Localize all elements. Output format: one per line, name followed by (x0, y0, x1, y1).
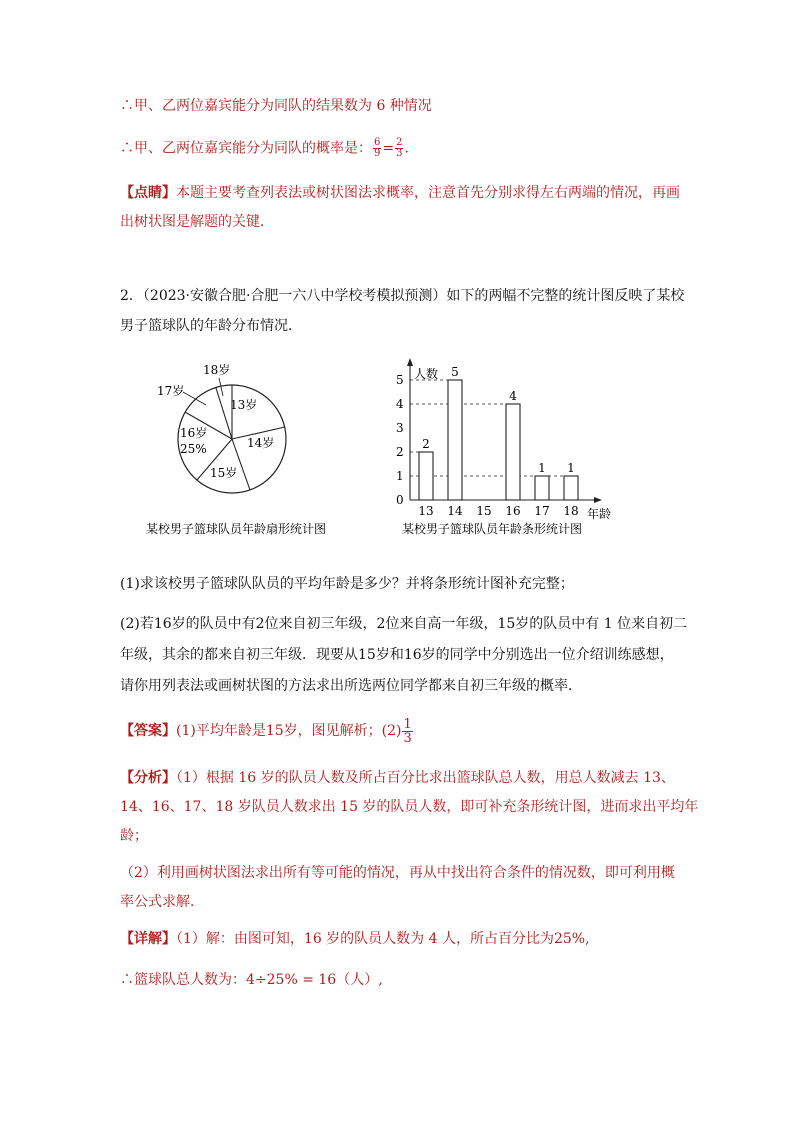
value-label-18: 1 (567, 461, 575, 475)
answer-line: 【答案】(1)平均年龄是15岁，图见解析；(2) $\frac{1}{3}$ (120, 716, 412, 746)
analysis-line-1: 【分析】（1）根据 16 岁的队员人数及所占百分比求出篮球队总人数，用总人数减去 13、 (120, 770, 675, 786)
analysis-line-3: 龄； (120, 828, 148, 844)
bar-chart (390, 352, 630, 542)
value-label-17: 1 (538, 461, 546, 475)
pie-caption: 某校男子篮球队员年龄扇形统计图 (146, 522, 327, 536)
y-tick-label-3: 3 (396, 421, 404, 435)
pie-label-14: 14岁 (247, 436, 275, 450)
pie-label-18: 18岁 (203, 363, 231, 377)
answer-tag: 【答案】 (120, 723, 176, 739)
pie-label-16: 16岁 (180, 426, 208, 440)
comment-line-2: 出树状图是解题的关键． (120, 214, 274, 230)
subquestion-2-line-1: (2)若16岁的队员中有2位来自初三年级，2位来自高一年级，15岁的队员中有 1 位来自初二 (120, 616, 688, 632)
comment-tag: 【点睛】 (120, 185, 176, 201)
x-tick-label-16: 16 (505, 504, 521, 518)
value-label-13: 2 (422, 437, 430, 451)
x-tick-label-14: 14 (447, 504, 463, 518)
analysis-tag: 【分析】 (120, 770, 176, 786)
y-axis-arrow (407, 358, 413, 366)
bar-13 (419, 452, 433, 500)
bar-17 (535, 476, 549, 500)
x-tick-label-13: 13 (418, 504, 434, 518)
subquestion-2-line-2: 年级，其余的都来自初三年级．现要从15岁和16岁的同学中分别选出一位介绍训练感想， (120, 647, 674, 663)
y-tick-label-1: 1 (396, 469, 404, 483)
y-tick-label-0: 0 (396, 493, 404, 507)
analysis-line-5: 率公式求解． (120, 894, 204, 910)
x-tick-label-18: 18 (563, 504, 579, 518)
fraction-6-9: $\frac{6}{9}$ (374, 137, 381, 159)
analysis-line-2: 14、16、17、18 岁队员人数求出 15 岁的队员人数，即可补充条形统计图，进而求出平均年 (120, 799, 699, 815)
x-axis-label: 年龄 (587, 507, 612, 521)
y-tick-label-2: 2 (396, 445, 404, 459)
x-tick-label-15: 15 (476, 504, 492, 518)
answer-fraction: $\frac{1}{3}$ (403, 716, 412, 746)
pie-label-15: 15岁 (210, 466, 238, 480)
subquestion-2-line-3: 请你用列表法或画树状图的方法求出所选两位同学都来自初三年级的概率． (120, 678, 582, 694)
conclusion-count-line: ∴甲、乙两位嘉宾能分为同队的结果数为 6 种情况 (120, 98, 432, 114)
bar-caption: 某校男子篮球队员年龄条形统计图 (402, 522, 583, 536)
subquestion-1: (1)求该校男子篮球队队员的平均年龄是多少？并将条形统计图补充完整； (120, 576, 574, 592)
question-line-1: 2．（2023·安徽合肥·合肥一六八中学校考模拟预测）如下的两幅不完整的统计图反映了某校 (120, 288, 685, 304)
bar-18 (564, 476, 578, 500)
question-line-2: 男子篮球队的年龄分布情况． (120, 318, 302, 334)
detail-tag: 【详解】 (120, 931, 176, 947)
pie-label-16-percent: 25% (180, 442, 207, 456)
x-tick-label-17: 17 (534, 504, 550, 518)
y-axis-label: 人数 (414, 367, 439, 381)
detail-line-2: ∴篮球队总人数为：4÷25% = 16（人）, (120, 972, 383, 988)
bar-16 (506, 404, 520, 500)
pie-label-17: 17岁 (157, 384, 185, 398)
value-label-16: 4 (509, 389, 517, 403)
x-axis-arrow (594, 497, 602, 503)
y-tick-label-4: 4 (396, 397, 404, 411)
comment-line-1: 【点睛】本题主要考查列表法或树状图法求概率，注意首先分别求得左右两端的情况，再画 (120, 185, 680, 201)
fraction-2-3: $\frac{2}{3}$ (396, 137, 403, 159)
conclusion-probability-line: ∴甲、乙两位嘉宾能分为同队的概率是： $\frac{6}{9}$ = $\frac{2}{3}$ . (120, 137, 409, 159)
value-label-14: 5 (451, 365, 459, 379)
pie-label-13: 13岁 (230, 398, 258, 412)
detail-line-1: 【详解】（1）解：由图可知，16 岁的队员人数为 4 人，所占百分比为25%, (120, 931, 590, 947)
pie-chart (140, 352, 380, 542)
bar-14 (448, 380, 462, 500)
y-tick-label-5: 5 (396, 373, 404, 387)
analysis-line-4: （2）利用画树状图法求出所有等可能的情况，再从中找出符合条件的情况数，即可利用概 (120, 865, 675, 881)
